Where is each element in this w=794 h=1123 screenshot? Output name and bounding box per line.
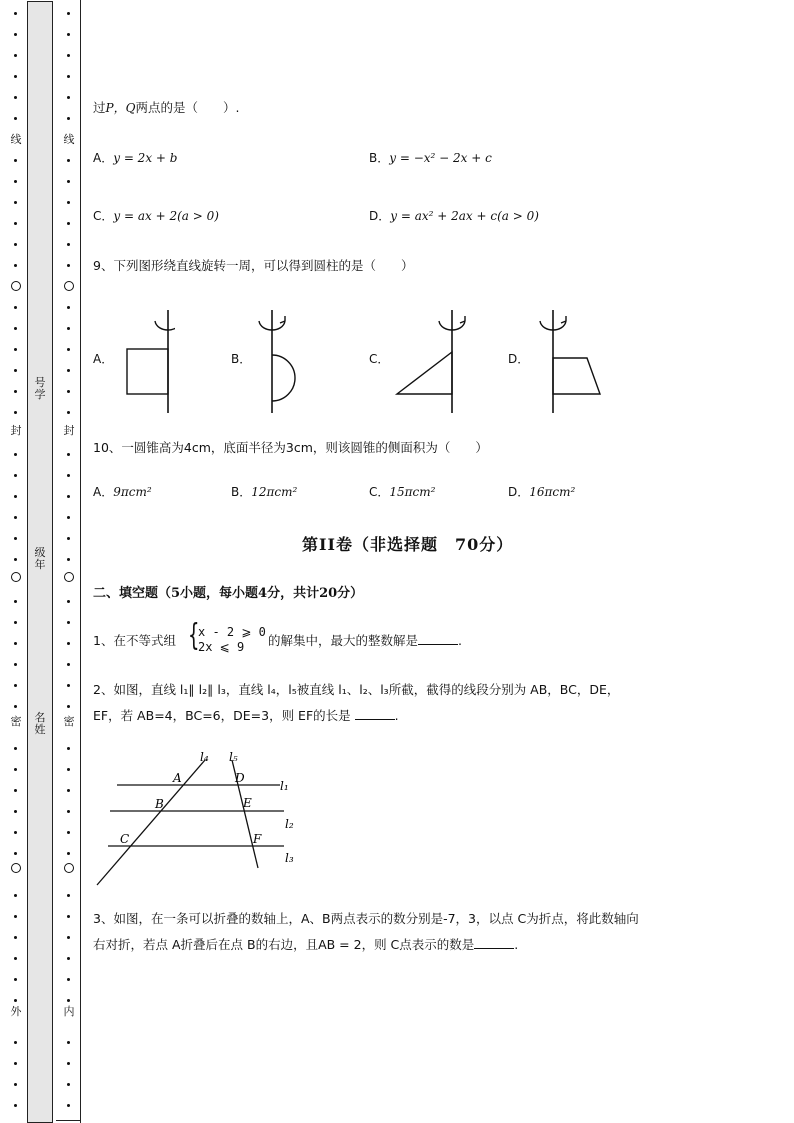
inner-binding-dots xyxy=(61,0,77,1123)
fig-label: l₁ xyxy=(280,779,289,793)
binding-dot xyxy=(67,1062,70,1065)
fig-label: D xyxy=(235,771,245,785)
binding-dot xyxy=(14,516,17,519)
option-label: D． xyxy=(369,209,391,223)
binding-dot xyxy=(14,810,17,813)
binding-dot xyxy=(67,348,70,351)
q9-figure-b xyxy=(255,305,315,417)
q10-option-c xyxy=(369,484,435,500)
fig-label: E xyxy=(243,796,252,810)
binding-hole-icon xyxy=(11,572,21,582)
binding-mark: 外 xyxy=(10,1005,22,1018)
binding-dot xyxy=(14,96,17,99)
option-expr: y = −x² − 2x + c xyxy=(389,151,492,165)
binding-dot xyxy=(67,495,70,498)
binding-dot xyxy=(14,1083,17,1086)
fig-label: l₄ xyxy=(200,750,209,764)
binding-dot xyxy=(14,894,17,897)
binding-dot xyxy=(14,1104,17,1107)
binding-dot xyxy=(67,117,70,120)
binding-dot xyxy=(67,747,70,750)
fig-label: A xyxy=(173,771,182,785)
binding-dot xyxy=(14,768,17,771)
binding-dot xyxy=(14,243,17,246)
q9-figure-c xyxy=(392,305,472,417)
binding-dot xyxy=(67,1104,70,1107)
fill-in-section-heading: 二、填空题（5小题，每小题4分，共计20分） xyxy=(93,586,364,601)
binding-dot xyxy=(14,495,17,498)
option-expr: y = 2x + b xyxy=(113,151,178,165)
binding-dot xyxy=(67,243,70,246)
binding-mark: 内 xyxy=(63,1005,75,1018)
field-name xyxy=(28,712,52,736)
binding-dot xyxy=(67,1083,70,1086)
q8-stem-pre: 过 xyxy=(93,100,106,115)
binding-dot xyxy=(67,159,70,162)
binding-dot xyxy=(14,306,17,309)
q9-option-a-label: A． xyxy=(93,352,114,366)
option-value: 12πcm² xyxy=(251,485,298,499)
binding-dot xyxy=(14,453,17,456)
binding-dot xyxy=(67,894,70,897)
binding-mark: 线 xyxy=(63,133,75,146)
binding-dot xyxy=(67,705,70,708)
binding-dot xyxy=(67,999,70,1002)
binding-dot xyxy=(67,54,70,57)
binding-dot xyxy=(67,810,70,813)
binding-dot xyxy=(14,348,17,351)
option-expr: y = ax + 2(a > 0) xyxy=(113,209,219,223)
outer-binding-dots xyxy=(8,0,24,1123)
binding-dot xyxy=(14,537,17,540)
fill2-line2-text: EF，若 AB=4，BC=6，DE=3，则 EF的长是 xyxy=(93,708,355,723)
binding-dot xyxy=(14,12,17,15)
field-char: 姓 xyxy=(34,723,46,736)
binding-dot xyxy=(14,117,17,120)
binding-dot xyxy=(67,684,70,687)
inequality-line: x - 2 ⩾ 0 xyxy=(198,625,266,639)
binding-hole-icon xyxy=(11,281,21,291)
binding-dot xyxy=(67,96,70,99)
fill1-inequality-system xyxy=(188,618,266,655)
q8-stem-vars: P，Q xyxy=(105,101,136,115)
binding-dot xyxy=(14,474,17,477)
binding-rule xyxy=(80,0,81,1123)
binding-dot xyxy=(14,180,17,183)
binding-dot xyxy=(67,831,70,834)
binding-dot xyxy=(67,516,70,519)
option-label: A． xyxy=(93,485,114,499)
binding-dot xyxy=(14,831,17,834)
fill3-line1: 3、如图，在一条可以折叠的数轴上，A、B两点表示的数分别是-7，3，以点 C为折点，将此数轴向 xyxy=(93,911,639,926)
binding-mark: 封 xyxy=(10,424,22,437)
binding-dot xyxy=(14,600,17,603)
option-label: D． xyxy=(508,485,530,499)
binding-dot xyxy=(67,453,70,456)
binding-dot xyxy=(67,306,70,309)
binding-dot xyxy=(67,12,70,15)
left-brace: { xyxy=(188,618,200,653)
inequality-line: 2x ⩽ 9 xyxy=(198,640,245,654)
option-expr: y = ax² + 2ax + c(a > 0) xyxy=(390,209,539,223)
binding-dot xyxy=(67,474,70,477)
fig-label: F xyxy=(253,832,262,846)
q9-figure-d xyxy=(530,305,610,417)
q9-stem: 9、下列图形绕直线旋转一周，可以得到圆柱的是（ ） xyxy=(93,258,414,273)
binding-dot xyxy=(14,789,17,792)
fill2-end: . xyxy=(394,708,399,723)
fig-label: C xyxy=(120,832,130,846)
binding-dot xyxy=(67,75,70,78)
option-label: A． xyxy=(93,151,114,165)
binding-dot xyxy=(67,558,70,561)
fill1-post xyxy=(268,633,462,649)
binding-dot xyxy=(67,915,70,918)
fill1-pre: 1、在不等式组 xyxy=(93,633,176,648)
fig-label: B xyxy=(155,797,164,811)
binding-dot xyxy=(14,369,17,372)
binding-dot xyxy=(14,411,17,414)
binding-dot xyxy=(67,768,70,771)
binding-dot xyxy=(14,621,17,624)
binding-dot xyxy=(14,936,17,939)
q9-figure-a xyxy=(115,305,175,417)
q8-stem-post: 两点的是（ ）. xyxy=(135,100,240,115)
field-char: 号 xyxy=(34,376,46,389)
binding-dot xyxy=(14,642,17,645)
binding-dot xyxy=(67,621,70,624)
binding-dot xyxy=(14,663,17,666)
binding-dot xyxy=(14,852,17,855)
field-student-id xyxy=(28,377,52,401)
field-char: 学 xyxy=(34,388,46,401)
student-info-strip xyxy=(27,1,53,1123)
binding-dot xyxy=(67,369,70,372)
q10-option-b xyxy=(231,484,297,500)
binding-dot xyxy=(67,642,70,645)
binding-dot xyxy=(14,33,17,36)
option-value: 9πcm² xyxy=(113,485,152,499)
field-char: 年 xyxy=(34,558,46,571)
binding-dot xyxy=(67,33,70,36)
fill2-parallel-lines-figure xyxy=(92,748,312,890)
fig-label: l₃ xyxy=(285,851,294,865)
part-two-title: 第II卷（非选择题 70分） xyxy=(302,535,514,554)
q8-option-c xyxy=(93,208,219,224)
fill1-end: . xyxy=(458,633,462,648)
answer-blank[interactable] xyxy=(355,709,395,720)
fill2-line2 xyxy=(93,708,399,724)
binding-dot xyxy=(14,159,17,162)
binding-dot xyxy=(14,1041,17,1044)
binding-dot xyxy=(67,537,70,540)
answer-blank[interactable] xyxy=(474,938,514,949)
q8-stem xyxy=(93,100,239,116)
option-value: 15πcm² xyxy=(389,485,436,499)
option-label: B． xyxy=(369,151,390,165)
binding-dot xyxy=(14,957,17,960)
binding-dot xyxy=(67,789,70,792)
binding-hole-icon xyxy=(11,863,21,873)
binding-dot xyxy=(14,75,17,78)
binding-mark: 密 xyxy=(10,715,22,728)
fig-label: l₂ xyxy=(285,817,294,831)
fill3-line2-text: 右对折，若点 A折叠后在点 B的右边，且AB = 2，则 C点表示的数是 xyxy=(93,937,475,952)
binding-dot xyxy=(14,201,17,204)
binding-dot xyxy=(14,1062,17,1065)
q8-option-d xyxy=(369,208,539,224)
field-char: 级 xyxy=(34,546,46,559)
binding-dot xyxy=(14,264,17,267)
binding-dot xyxy=(14,705,17,708)
binding-mark: 密 xyxy=(63,715,75,728)
binding-dot xyxy=(67,936,70,939)
q9-option-b-label: B． xyxy=(231,352,252,366)
binding-dot xyxy=(67,390,70,393)
option-label: C． xyxy=(93,209,114,223)
binding-dot xyxy=(14,558,17,561)
q9-option-d-label: D． xyxy=(508,352,530,366)
binding-hole-icon xyxy=(64,281,74,291)
binding-dot xyxy=(67,201,70,204)
fill3-end: . xyxy=(514,937,519,952)
binding-dot xyxy=(14,327,17,330)
binding-dot xyxy=(67,600,70,603)
binding-hole-icon xyxy=(64,572,74,582)
answer-blank[interactable] xyxy=(418,634,458,645)
q8-option-b xyxy=(369,150,492,166)
fill2-line1: 2、如图，直线 l₁∥ l₂∥ l₃，直线 l₄，l₅被直线 l₁、l₂、l₃所截，截得的线段分别为 AB，BC，DE， xyxy=(93,682,620,697)
binding-dot xyxy=(14,978,17,981)
binding-dot xyxy=(67,1041,70,1044)
q10-option-d xyxy=(508,484,575,500)
option-label: B． xyxy=(231,485,252,499)
q9-option-c-label: C． xyxy=(369,352,390,366)
field-grade xyxy=(28,547,52,571)
binding-dot xyxy=(14,54,17,57)
binding-dot xyxy=(67,957,70,960)
fill3-line2 xyxy=(93,937,518,953)
binding-mark: 封 xyxy=(63,424,75,437)
q8-option-a xyxy=(93,150,177,166)
binding-dot xyxy=(14,222,17,225)
binding-dot xyxy=(67,222,70,225)
binding-dot xyxy=(14,999,17,1002)
option-value: 16πcm² xyxy=(529,485,576,499)
binding-dot xyxy=(67,663,70,666)
q10-option-a xyxy=(93,484,152,500)
binding-dot xyxy=(67,852,70,855)
binding-mark: 线 xyxy=(10,133,22,146)
binding-dot xyxy=(14,915,17,918)
binding-dot xyxy=(67,264,70,267)
binding-dot xyxy=(14,747,17,750)
binding-dot xyxy=(67,180,70,183)
binding-dot xyxy=(14,390,17,393)
fig-label: l₅ xyxy=(229,750,238,764)
binding-dot xyxy=(67,978,70,981)
field-char: 名 xyxy=(34,711,46,724)
line-l4 xyxy=(97,760,205,885)
binding-hole-icon xyxy=(64,863,74,873)
binding-dot xyxy=(67,327,70,330)
q10-stem: 10、一圆锥高为4cm，底面半径为3cm，则该圆锥的侧面积为（ ） xyxy=(93,440,488,455)
binding-rule-bottom xyxy=(56,1120,81,1121)
binding-dot xyxy=(14,684,17,687)
binding-dot xyxy=(67,411,70,414)
fill1-post-text: 的解集中，最大的整数解是 xyxy=(268,633,419,648)
option-label: C． xyxy=(369,485,390,499)
